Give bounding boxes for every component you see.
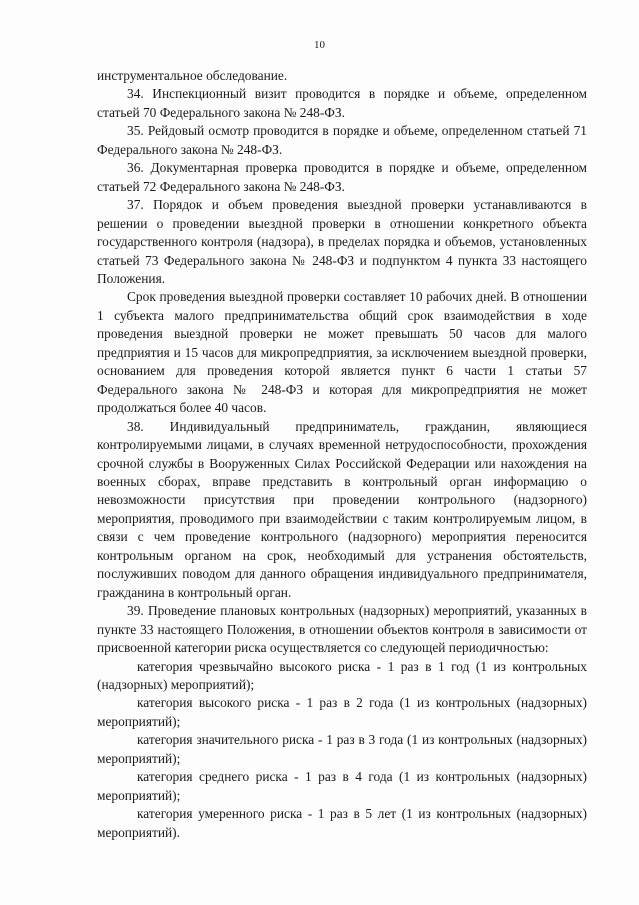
paragraph-continuation: инструментальное обследование.	[97, 68, 288, 83]
paragraph-39: 39. Проведение плановых контрольных (надзорных) мероприятий, указанных в пункте 33 настоящего Положения, в отношении объектов контроля в зависимости от присвоенной категории риска осуществляется со следующей периодичностью:	[97, 603, 587, 656]
risk-category-medium: категория среднего риска - 1 раз в 4 года (1 из контрольных (надзорных) мероприятий);	[97, 769, 587, 803]
document-body	[97, 67, 587, 842]
paragraph-38: 38. Индивидуальный предприниматель, гражданин, являющиеся контролируемыми лицами, в случаях временной нетрудоспособности, прохождения срочной службы в Вооруженных Силах Российской Федерации или нахождения на военных сборах, вправе представить в контрольный орган информацию о невозможности присутствия при проведении контрольного (надзорного) мероприятия, проводимого при взаимодействии с таким контролируемым лицом, в связи с чем проведение контрольного (надзорного) мероприятия переносится контрольным органом на срок, необходимый для устранения обстоятельств, послуживших поводом для данного обращения индивидуального предпринимателя, гражданина в контрольный орган.	[97, 418, 587, 600]
page-number: 10	[314, 39, 325, 51]
paragraph-34: 34. Инспекционный визит проводится в порядке и объеме, определенном статьей 70 Федерального закона № 248-ФЗ.	[97, 86, 587, 120]
risk-category-significant: категория значительного риска - 1 раз в 3 года (1 из контрольных (надзорных) мероприятий);	[97, 732, 587, 766]
paragraph-35: 35. Рейдовый осмотр проводится в порядке и объеме, определенном статьей 71 Федерального закона № 248-ФЗ.	[97, 123, 587, 157]
risk-category-moderate: категория умеренного риска - 1 раз в 5 лет (1 из контрольных (надзорных) мероприятий).	[97, 806, 587, 840]
risk-category-high: категория высокого риска - 1 раз в 2 года (1 из контрольных (надзорных) мероприятий);	[97, 695, 587, 729]
risk-category-extremely-high: категория чрезвычайно высокого риска - 1 раз в 1 год (1 из контрольных (надзорных) мероприятий);	[97, 658, 587, 692]
paragraph-36: 36. Документарная проверка проводится в порядке и объеме, определенном статьей 72 Федерального закона № 248-ФЗ.	[97, 160, 587, 194]
paragraph-37-term: Срок проведения выездной проверки составляет 10 рабочих дней. В отношении 1 субъекта малого предпринимательства общий срок взаимодействия в ходе проведения выездной проверки не может превышать 50 часов для малого предприятия и 15 часов для микропредприятия, за исключением выездной проверки, основанием для проведения которой является пункт 6 части 1 статьи 57 Федерального закона № 248-ФЗ и которая для микропредприятия не может продолжаться более 40 часов.	[97, 289, 587, 416]
paragraph-37: 37. Порядок и объем проведения выездной проверки устанавливаются в решении о проведении выездной проверки в отношении конкретного объекта государственного контроля (надзора), в пределах порядка и объемов, установленных статьей 73 Федерального закона № 248-ФЗ и подпунктом 4 пункта 33 настоящего Положения.	[97, 197, 587, 286]
